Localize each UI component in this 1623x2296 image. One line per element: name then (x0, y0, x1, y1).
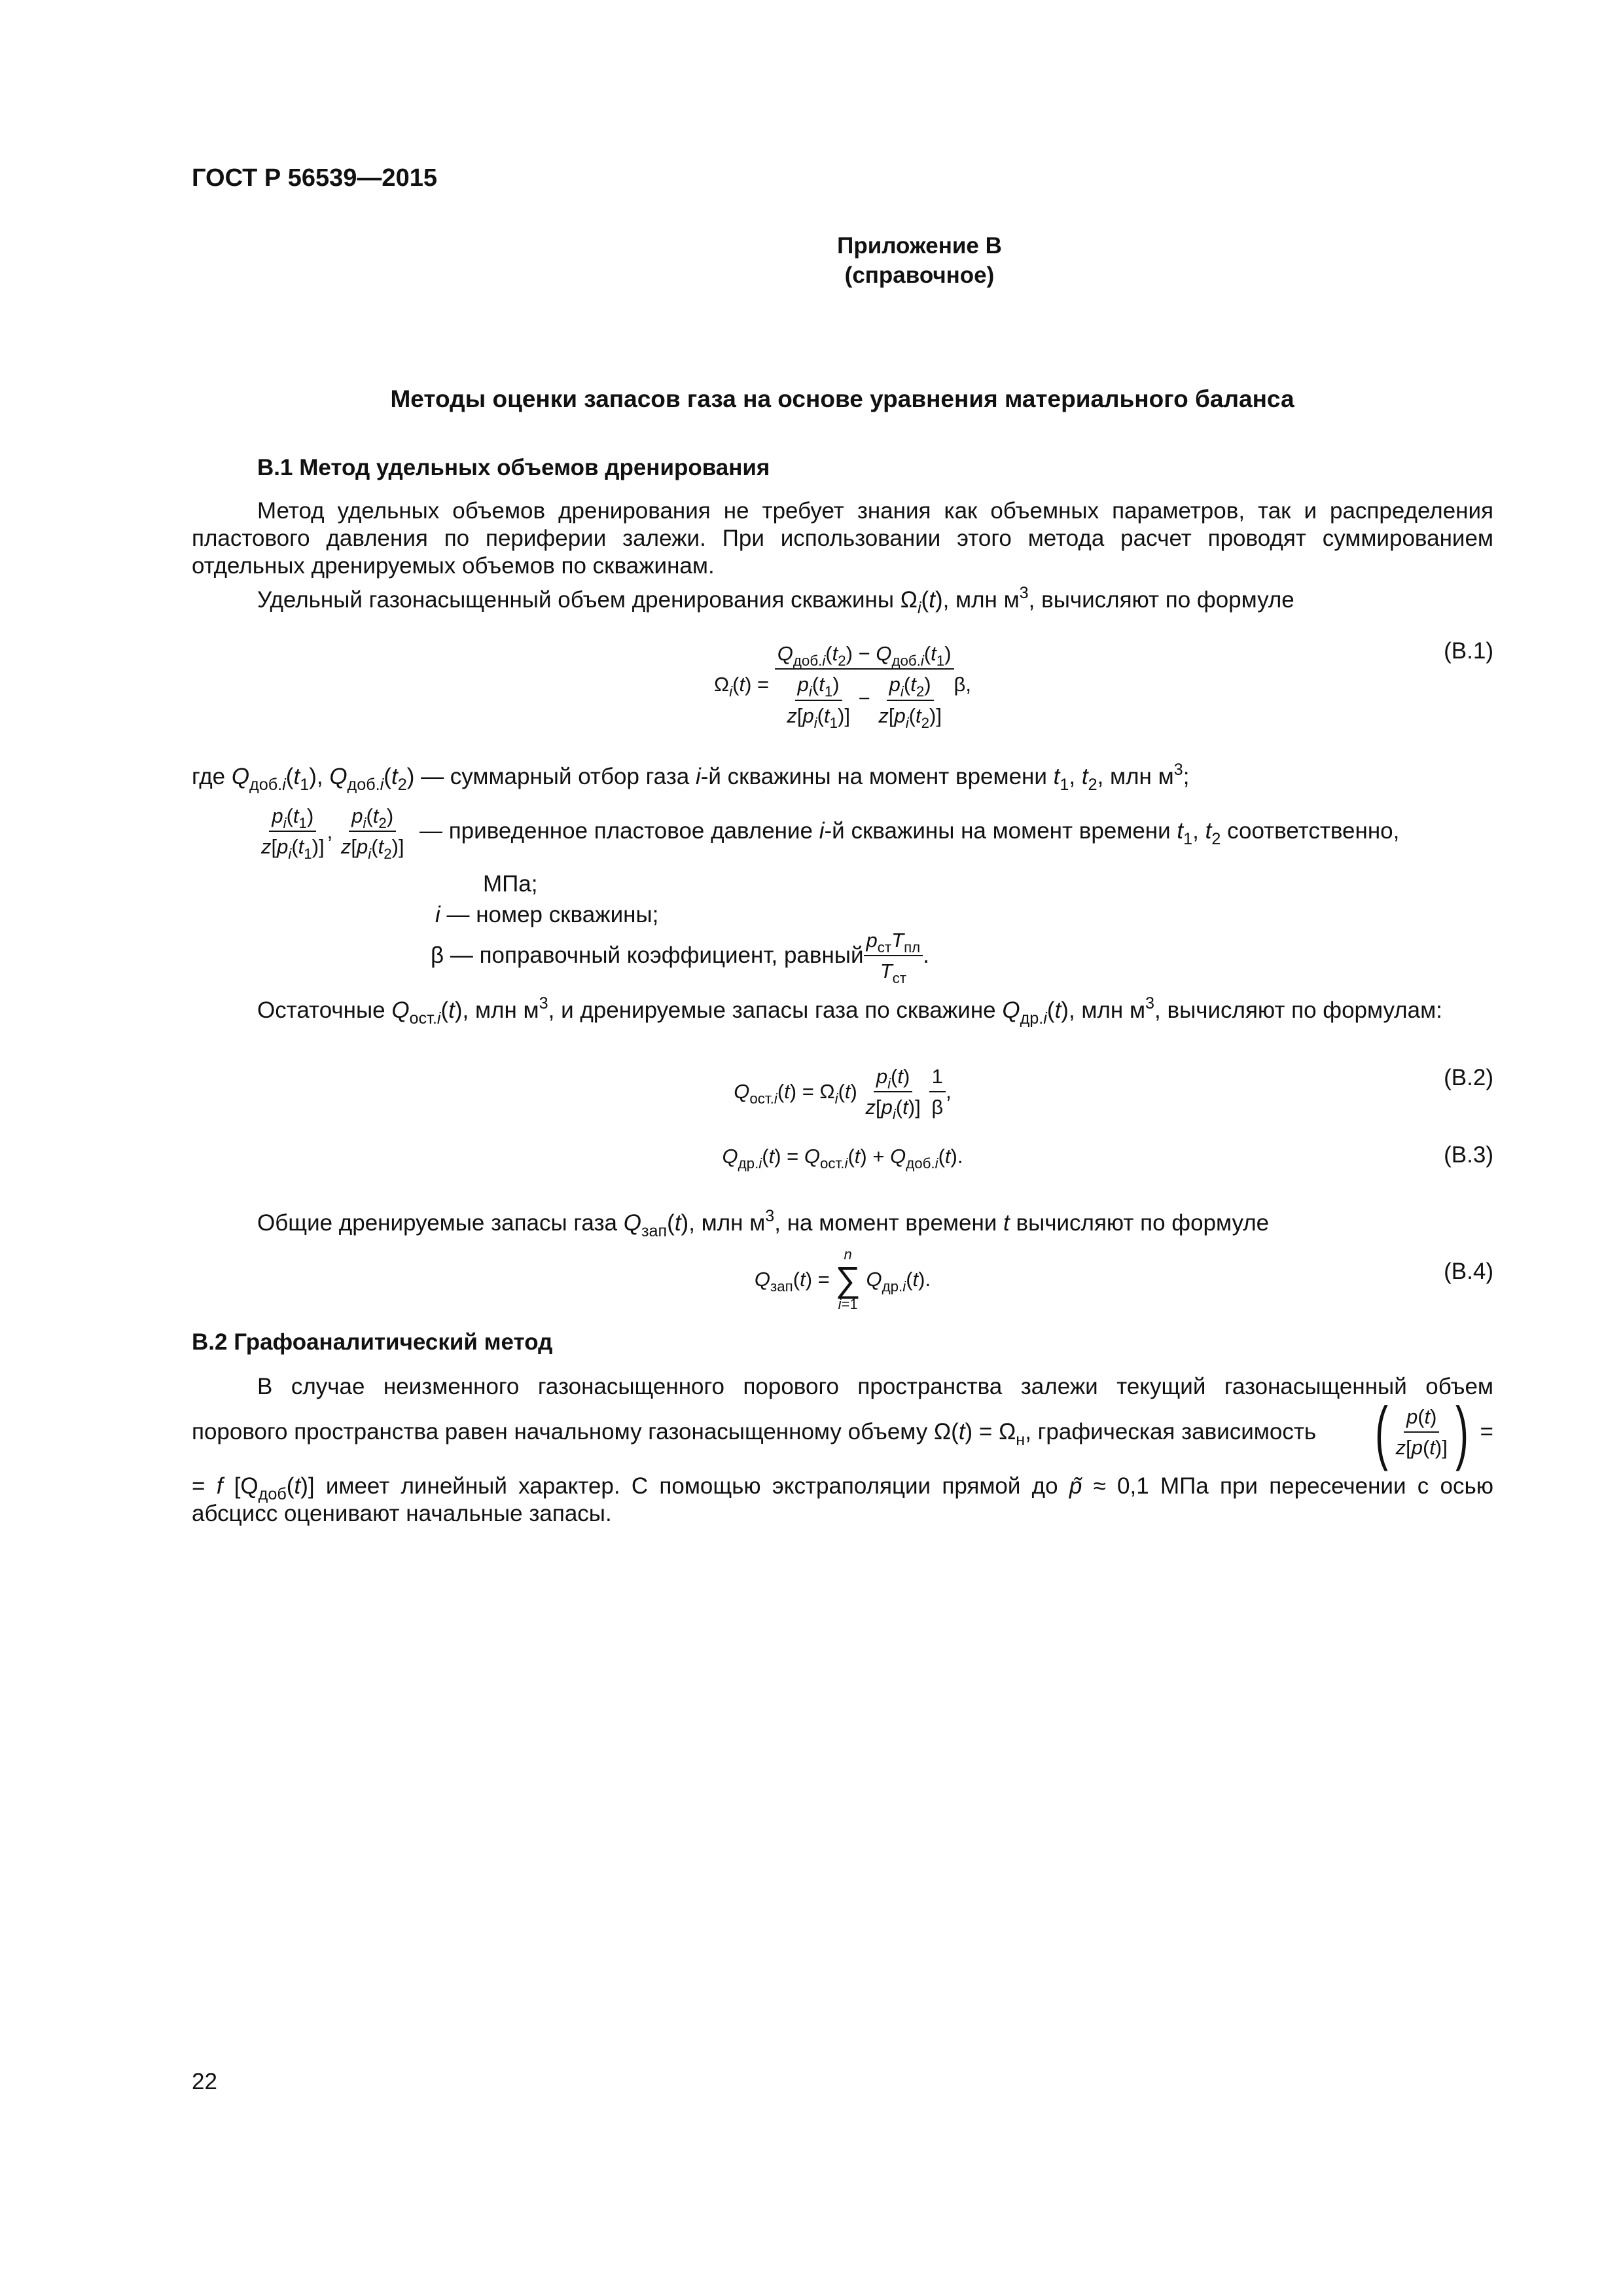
equation-b1: $\Omega_i(t)$ = $Q_{доб.i}(t_2) - Q_{доб.i}(t_1)$ $\frac{p_i(t_1)}{z[p_i(t_1)]}$ − $\frac{p_i(t_2)}{z[p_i(t_2)]}$ β, (В.1) (714, 638, 1493, 731)
b2-heading: В.2 Графоаналитический метод (192, 1329, 553, 1355)
equation-b2: $Q_{ост.i}(t) = \Omega_i(t)$ $\frac{p_i(t)}{z[p_i(t)]}$ $\frac{1}{\beta}$ , (В.2) (734, 1064, 1493, 1122)
section-title: Методы оценки запасов газа на основе уравнения материального баланса (390, 386, 1294, 412)
b2-para1-line2: порового пространства равен начальному газонасыщенному объему $\Omega(t) = \Omega_н$, графическая зависимость ( $\frac{p(t)}{z[p(t)]}$ ) = (192, 1392, 1493, 1471)
b2-para1-line3: = f $[Q_{доб}(t)]$ имеет линейный характер. С помощью экстраполяции прямой до p̃ ≈ 0,1 МПа при пересечении с осью (192, 1473, 1493, 1503)
standard-header: ГОСТ Р 56539—2015 (192, 164, 437, 192)
where-line-2-unit: МПа; (483, 871, 538, 897)
appendix-type: (справочное) (844, 262, 995, 288)
b1-heading: В.1 Метод удельных объемов дренирования (257, 455, 770, 480)
equation-b3: $Q_{др.i}(t) = Q_{ост.i}(t) + Q_{доб.i}(t)$. (В.3) (722, 1142, 1493, 1172)
where-line-2: $\frac{p_i(t_1)}{z[p_i(t_1)]}$ , $\frac{p_i(t_2)}{z[p_i(t_2)]}$ — приведенное пластовое давление i-й скважины на момент времени $t_1$, $t_2$ соответственно, (261, 804, 1400, 862)
b1-para4: Общие дренируемые запасы газа $Q_{зап}(t)$, млн $м^3$, на момент времени t вычисляют по формуле (257, 1207, 1270, 1240)
b2-para1-line1: В случае неизменного газонасыщенного порового пространства залежи текущий газонасыщенный объем (257, 1374, 1493, 1399)
equation-b4: $Q_{зап}(t)$ = n ∑ i=1 $Q_{др.i}(t)$. (В.4) (754, 1246, 1493, 1312)
b1-para1: Метод удельных объемов дренирования не требует знания как объемных параметров, так и распределения пластового давления по периферии залежи. При использовании этого метода расчет проводят суммированием отдельных дренируемых объемов по скважинам. (192, 498, 1493, 579)
page-number: 22 (192, 2069, 217, 2094)
b1-para3: Остаточные $Q_{ост.i}(t)$, млн $м^3$, и дренируемые запасы газа по скважине $Q_{др.i}(t)$, млн $м^3$, вычисляют по формулам: (257, 994, 1442, 1028)
b2-para1-line4: абсцисс оценивают начальные запасы. (192, 1501, 612, 1526)
where-line-1: где $Q_{доб.i}(t_1)$, $Q_{доб.i}(t_2)$ — суммарный отбор газа i-й скважины на момент времени $t_1$, $t_2$, млн $м^3$; (192, 761, 1190, 794)
where-line-3: i — номер скважины; (435, 902, 659, 927)
where-line-4: β — поправочный коэффициент, равный $\frac{p_{ст}T_{пл}}{T_{ст}}$ . (431, 929, 929, 986)
appendix-title: Приложение В (837, 233, 1002, 259)
b1-para2: Удельный газонасыщенный объем дренирования скважины $\Omega_i(t)$, млн $м^3$, вычисляют по формуле (257, 584, 1294, 617)
